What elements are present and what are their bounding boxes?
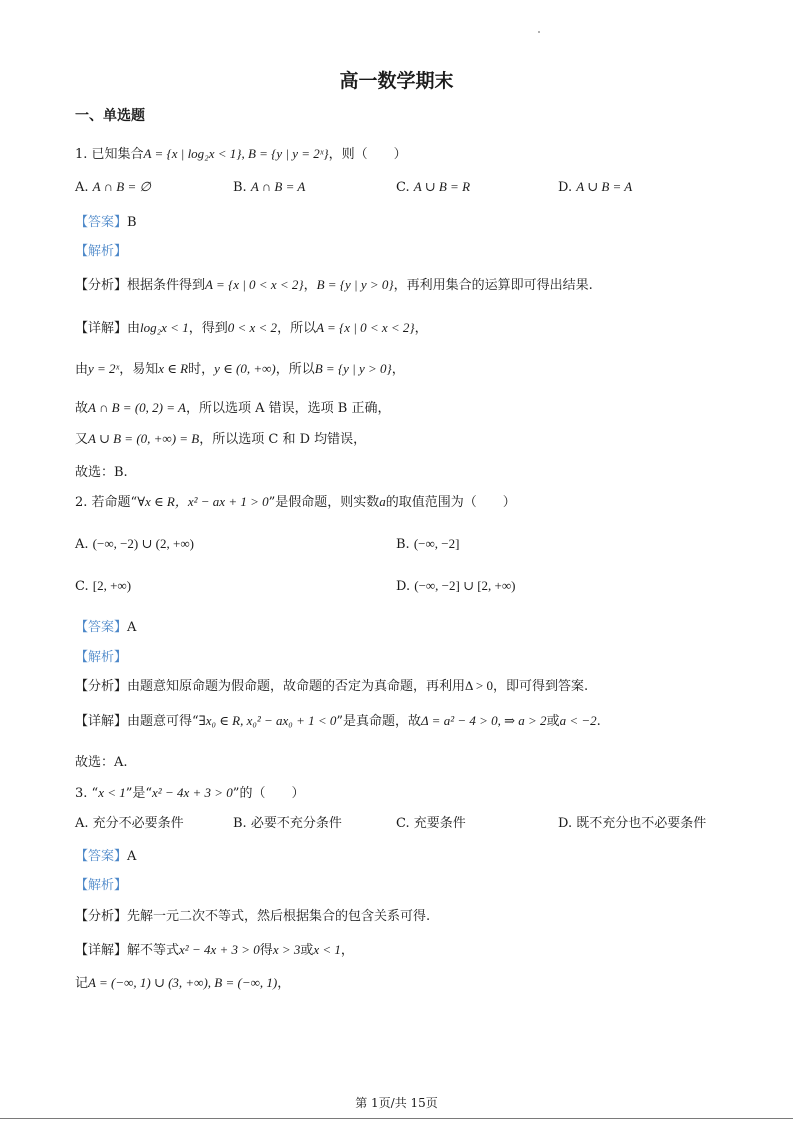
q1-xiangjie-line3: 故A ∩ B = (0, 2) = A，所以选项 A 错误，选项 B 正确， [75,400,391,416]
page-footer: 第 1页/共 15页 [355,1096,438,1110]
q3-answer: 【答案】A [75,849,137,864]
scan-dot [538,31,540,33]
q1-xiangjie-line1: 【详解】由log₂x < 1，得到0 < x < 2，所以A = {x | 0 < x < 2}， [75,320,428,336]
q3-option-c[interactable]: C. 充要条件 [396,816,466,831]
q2-fenxi: 【分析】由题意知原命题为假命题，故命题的否定为真命题，再利用Δ > 0，即可得到答案. [75,678,589,694]
q3-analysis-label: 【解析】 [75,878,128,893]
q1-option-a[interactable]: A. A ∩ B = ∅ [75,179,151,195]
q3-xiangjie-line2: 记A = (−∞, 1) ∪ (3, +∞), B = (−∞, 1)， [75,975,291,991]
q3-option-d[interactable]: D. 既不充分也不必要条件 [558,816,707,831]
q3-option-b[interactable]: B. 必要不充分条件 [233,816,342,831]
bottom-rule [0,1118,793,1119]
q2-answer: 【答案】A [75,620,137,635]
q1-stem: 1. 已知集合A = {x | log₂x < 1}, B = {y | y = 2ˣ}，则（ ） [75,146,407,162]
q3-xiangjie-line1: 【详解】解不等式x² − 4x + 3 > 0得x > 3或x < 1， [75,942,354,958]
q2-option-a[interactable]: A. (−∞, −2) ∪ (2, +∞) [75,536,194,552]
section-heading: 一、单选题 [75,108,145,124]
q3-option-a[interactable]: A. 充分不必要条件 [75,816,184,831]
q2-option-d[interactable]: D. (−∞, −2] ∪ [2, +∞) [396,578,516,594]
q1-conclusion: 故选：B. [75,465,128,480]
q3-stem: 3. “x < 1”是“x² − 4x + 3 > 0”的（ ） [75,785,305,801]
q2-option-b[interactable]: B. (−∞, −2] [396,536,460,552]
q1-answer: 【答案】B [75,215,137,230]
q2-option-c[interactable]: C. [2, +∞) [75,578,132,594]
q1-option-d[interactable]: D. A ∪ B = A [558,179,633,195]
page-title: 高一数学期末 [339,70,454,92]
q1-xiangjie-line4: 又A ∪ B = (0, +∞) = B，所以选项 C 和 D 均错误， [75,431,367,447]
q2-xiangjie: 【详解】由题意可得“∃x₀ ∈ R, x₀² − ax₀ + 1 < 0”是真命题，故Δ = a² − 4 > 0, ⇒ a > 2或a < −2. [75,713,601,729]
q1-analysis-label: 【解析】 [75,244,128,259]
q1-option-c[interactable]: C. A ∪ B = R [396,179,471,195]
q1-option-b[interactable]: B. A ∩ B = A [233,179,306,195]
q3-fenxi: 【分析】先解一元二次不等式，然后根据集合的包含关系可得. [75,909,431,924]
q2-conclusion: 故选：A. [75,755,128,770]
q2-stem: 2. 若命题“∀x ∈ R，x² − ax + 1 > 0”是假命题，则实数a的取值范围为（ ） [75,494,516,510]
q1-xiangjie-line2: 由y = 2ˣ，易知x ∈ R时，y ∈ (0, +∞)，所以B = {y | y > 0}， [75,361,405,377]
q2-analysis-label: 【解析】 [75,650,128,665]
q1-fenxi: 【分析】根据条件得到A = {x | 0 < x < 2}，B = {y | y > 0}，再利用集合的运算即可得出结果. [75,277,593,293]
